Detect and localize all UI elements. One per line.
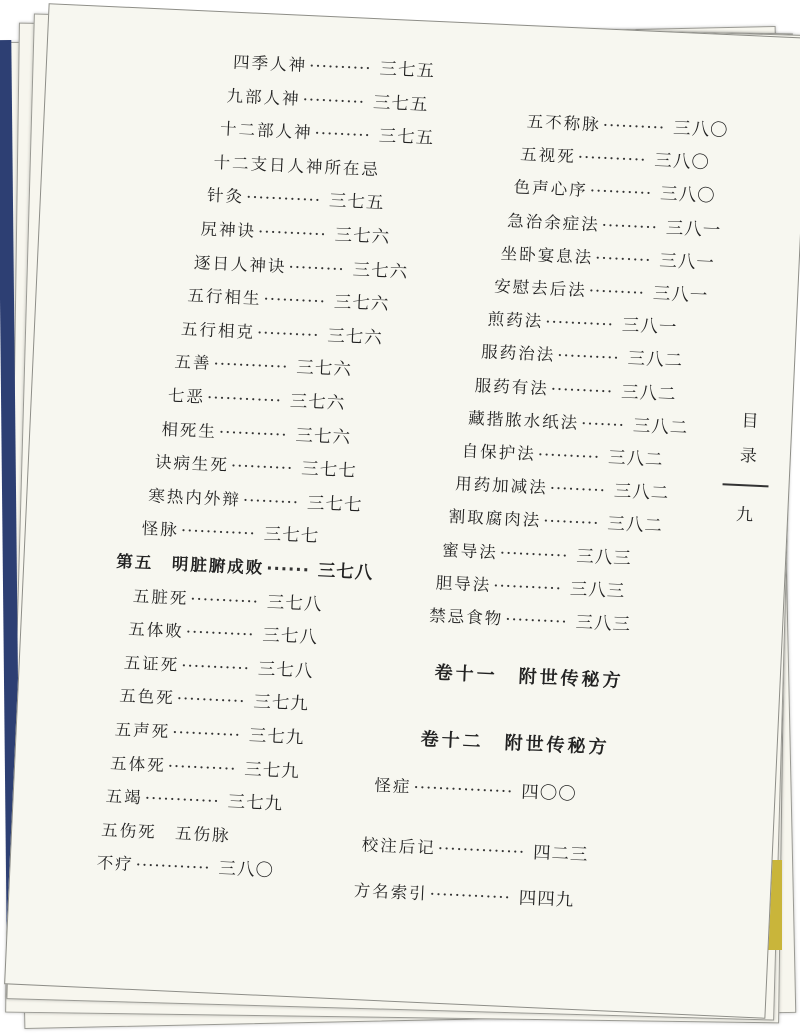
- toc-leader-dots: ·········: [594, 248, 652, 270]
- toc-entry: [507, 207, 722, 242]
- toc-entry-title: 十二支日人神所在忌: [213, 152, 381, 180]
- toc-entry-page: 三七八: [257, 659, 314, 682]
- toc-leader-dots: ··········: [256, 322, 320, 345]
- toc-entry: [116, 548, 374, 585]
- toc-leader-dots: ·········: [601, 215, 659, 237]
- toc-entry-page: 三七九: [227, 792, 284, 815]
- toc-entry-page: 三八二: [627, 349, 684, 372]
- toc-leader-dots: ·········: [588, 281, 646, 303]
- toc-leader-dots: ············: [144, 788, 221, 811]
- toc-entry-title: 针灸: [206, 186, 245, 207]
- toc-entry: [141, 515, 319, 548]
- toc-entry-page: 三七九: [243, 759, 301, 782]
- toc-entry-page: 三七六: [289, 391, 346, 415]
- toc-entry-title: 急治余症法: [506, 210, 601, 235]
- toc-leader-dots: ·········: [314, 123, 372, 146]
- toc-entry: [128, 616, 319, 650]
- toc-leader-dots: ··········: [537, 444, 601, 467]
- toc-entry-page: 三八二: [632, 415, 689, 439]
- toc-entry-page: 三七九: [248, 726, 305, 749]
- toc-entry: [361, 831, 589, 866]
- toc-entry: [174, 349, 352, 382]
- page-number: 九: [735, 504, 754, 526]
- toc-entry: [207, 182, 385, 215]
- toc-entry-page: 三七七: [263, 524, 320, 548]
- toc-entry-page: 三八〇: [218, 859, 275, 882]
- toc-entry-page: 三七五: [372, 92, 429, 116]
- toc-entry-page: 三八一: [658, 250, 716, 274]
- toc-leader-dots: ··········: [263, 289, 327, 312]
- toc-entry: [442, 536, 633, 570]
- toc-leader-dots: ···········: [218, 421, 288, 445]
- toc-leader-dots: ··········: [230, 456, 294, 478]
- toc-entry: [101, 816, 231, 846]
- toc-entry-page: 三七七: [306, 493, 363, 516]
- toc-entry-title: 五竭: [105, 786, 144, 808]
- toc-entry-title: 五脏死: [132, 586, 189, 608]
- toc-entry-title: 第五 明脏腑成败: [115, 551, 265, 578]
- toc-entry-page: 三七五: [328, 191, 385, 215]
- toc-entry-title: 寒热内外辩: [148, 486, 242, 510]
- toc-entry-title: 五善: [174, 352, 212, 374]
- toc-leader-dots: ···········: [544, 312, 615, 335]
- toc-entry-page: 三八〇: [653, 151, 711, 174]
- toc-entry: [161, 415, 352, 449]
- toc-entry: [526, 108, 729, 142]
- toc-leader-dots: ··········: [550, 378, 614, 401]
- toc-entry-title: 五色死: [118, 686, 176, 709]
- toc-entry-title: 五行相克: [180, 319, 256, 342]
- toc-entry-title: 安慰去后法: [493, 276, 588, 300]
- toc-entry: [474, 372, 677, 406]
- toc-entry-page: 三八一: [621, 315, 678, 339]
- toc-leader-dots: ·········: [549, 478, 607, 501]
- toc-leader-dots: ··········: [602, 115, 666, 138]
- toc-entry: [194, 249, 409, 284]
- toc-entry-title: 服药有法: [474, 375, 550, 398]
- toc-entry-title: 逐日人神诀: [193, 252, 287, 276]
- toc-entry-page: 三七八: [261, 625, 319, 649]
- toc-leader-dots: ·········: [542, 511, 600, 534]
- toc-entry-title: 五行相生: [187, 286, 262, 309]
- toc-leader-dots: ············: [135, 855, 211, 878]
- toc-entry-page: 三八一: [665, 218, 722, 241]
- toc-entry: [123, 649, 314, 683]
- toc-entry-title: 五体败: [127, 619, 185, 642]
- toc-entry-page: 三七六: [333, 292, 390, 316]
- toc-entry: [455, 470, 670, 505]
- toc-entry-title: 色声心序: [513, 177, 589, 201]
- toc-leader-dots: ···········: [176, 689, 246, 712]
- toc-entry-title: 诀病生死: [154, 452, 230, 476]
- toc-entry-page: 三七八: [266, 592, 323, 615]
- toc-leader-dots: ······: [265, 558, 311, 580]
- toc-entry-page: 三八〇: [672, 118, 729, 142]
- toc-entry: [96, 850, 274, 883]
- toc-entry-title: 禁忌食物: [428, 606, 504, 629]
- toc-entry-title: 五视死: [519, 144, 577, 167]
- toc-entry: [213, 149, 380, 181]
- toc-leader-dots: ···········: [492, 575, 563, 598]
- toc-entry-page: 三七六: [295, 425, 352, 448]
- toc-leader-dots: ············: [213, 354, 289, 377]
- toc-leader-dots: ············: [180, 521, 257, 544]
- toc-entry-title: 胆导法: [435, 573, 492, 595]
- toc-entry: [187, 282, 390, 316]
- toc-entry-title: 尻神诀: [200, 219, 257, 241]
- toc-entry-title: 五证死: [123, 653, 180, 675]
- toc-entry-page: 三七八: [317, 561, 374, 584]
- toc-leader-dots: ··········: [556, 346, 621, 368]
- toc-entry-page: 三七六: [352, 259, 409, 283]
- toc-entry: [374, 772, 577, 806]
- toc-entry-title: 方名索引: [353, 880, 429, 904]
- toc-entry-page: 三八三: [575, 546, 633, 569]
- toc-entry: [148, 482, 363, 517]
- toc-entry-page: 三八二: [607, 448, 664, 471]
- toc-entry-title: 藏揩脓水纸法: [467, 408, 580, 433]
- toc-entry: [494, 273, 709, 308]
- toc-entry-title: 校注后记: [361, 835, 437, 858]
- toc-entry: [119, 683, 310, 717]
- toc-entry: [220, 115, 435, 150]
- toc-entry-title: 自保护法: [461, 441, 537, 464]
- toc-leader-dots: ···········: [167, 756, 237, 779]
- toc-entry-title: 坐卧宴息法: [500, 243, 594, 267]
- toc-entry-page: 三八三: [569, 579, 626, 602]
- toc-entry-title: 五伤死 五伤脉: [100, 820, 232, 846]
- toc-entry: [110, 749, 301, 783]
- toc-entry: [105, 783, 283, 816]
- toc-entry-title: 用药加减法: [454, 474, 549, 498]
- volume-12-heading: 卷十二 附世传秘方: [420, 728, 610, 759]
- toc-leader-dots: ················: [413, 777, 514, 802]
- toc-leader-dots: ············: [206, 387, 283, 411]
- toc-leader-dots: ·········: [288, 256, 346, 279]
- toc-entry-title: 不疗: [96, 853, 135, 875]
- toc-leader-dots: ·············: [429, 884, 512, 908]
- toc-entry-title: 九部人神: [226, 85, 302, 109]
- toc-entry-page: 三七五: [379, 59, 436, 82]
- toc-entry-page: 四四九: [518, 888, 575, 911]
- toc-entry-page: 三八一: [652, 283, 709, 307]
- volume-11-heading: 卷十一 附世传秘方: [434, 662, 624, 692]
- toc-leader-dots: ··········: [504, 609, 569, 632]
- toc-leader-dots: ···········: [180, 655, 251, 678]
- toc-leader-dots: ··············: [437, 838, 526, 862]
- sidebar-label-lu: 录: [739, 446, 758, 467]
- toc-entry-title: 怪症: [374, 775, 412, 797]
- toc-entry: [500, 240, 715, 275]
- toc-leader-dots: ··········: [302, 89, 366, 112]
- toc-entry-title: 五体死: [109, 753, 167, 775]
- toc-entry-page: 三七六: [334, 225, 391, 248]
- toc-entry: [200, 215, 391, 249]
- toc-leader-dots: ···········: [185, 622, 255, 645]
- toc-entry-title: 割取腐肉法: [448, 507, 542, 531]
- toc-entry-page: 三七五: [378, 126, 435, 150]
- toc-leader-dots: ··········: [589, 181, 653, 204]
- toc-entry: [114, 716, 305, 750]
- toc-entry-page: 四二三: [532, 843, 589, 866]
- toc-entry-title: 七恶: [167, 386, 206, 407]
- toc-entry: [233, 49, 436, 83]
- sidebar-label-mu: 目: [740, 411, 759, 432]
- toc-entry-page: 三八二: [620, 382, 677, 405]
- toc-leader-dots: ··········: [308, 56, 372, 78]
- toc-entry-title: 相死生: [161, 419, 218, 441]
- sidebar-rule: [722, 483, 768, 487]
- toc-entry-title: 煎药法: [487, 309, 544, 332]
- toc-leader-dots: ············: [245, 187, 322, 211]
- toc-entry-title: 怪脉: [141, 519, 180, 541]
- toc-leader-dots: ·······: [580, 413, 626, 435]
- toc-leader-dots: ···········: [189, 588, 260, 611]
- toc-leader-dots: ···········: [257, 221, 328, 245]
- toc-entry: [132, 582, 323, 616]
- toc-entry: [435, 569, 626, 603]
- toc-entry: [448, 503, 663, 538]
- toc-entry-page: 三八二: [613, 481, 670, 505]
- toc-entry-title: 十二部人神: [219, 119, 313, 143]
- toc-entry-page: 三七六: [295, 358, 353, 381]
- toc-entry-page: 三八二: [606, 514, 664, 537]
- toc-leader-dots: ·········: [242, 490, 300, 512]
- toc-entry: [353, 877, 575, 912]
- toc-entry-title: 四季人神: [232, 52, 308, 76]
- toc-entry: [481, 339, 684, 373]
- toc-entry-title: 服药治法: [480, 342, 556, 365]
- toc-entry-page: 三八三: [575, 612, 632, 636]
- toc-entry-page: 三七七: [300, 459, 358, 482]
- toc-entry-page: 四〇〇: [520, 782, 578, 805]
- toc-entry-page: 三七六: [326, 326, 384, 349]
- toc-entry-page: 三七九: [252, 692, 310, 716]
- toc-entry: [461, 437, 664, 471]
- toc-entry: [167, 382, 345, 415]
- toc-leader-dots: ···········: [171, 722, 242, 745]
- toc-entry-page: 三八〇: [659, 184, 716, 208]
- toc-entry-title: 蜜导法: [441, 540, 499, 562]
- toc-entry: [468, 404, 689, 439]
- toc-entry: [487, 306, 678, 340]
- toc-entry: [181, 315, 384, 349]
- toc-entry: [513, 174, 716, 208]
- toc-entry: [154, 449, 357, 483]
- toc-page: [4, 3, 800, 1019]
- toc-leader-dots: ···········: [499, 542, 569, 565]
- toc-entry-title: 五声死: [114, 719, 171, 742]
- toc-leader-dots: ···········: [577, 147, 647, 170]
- toc-entry: [429, 602, 632, 636]
- toc-entry: [226, 82, 429, 116]
- toc-entry: [520, 141, 711, 175]
- toc-entry-title: 五不称脉: [526, 112, 602, 135]
